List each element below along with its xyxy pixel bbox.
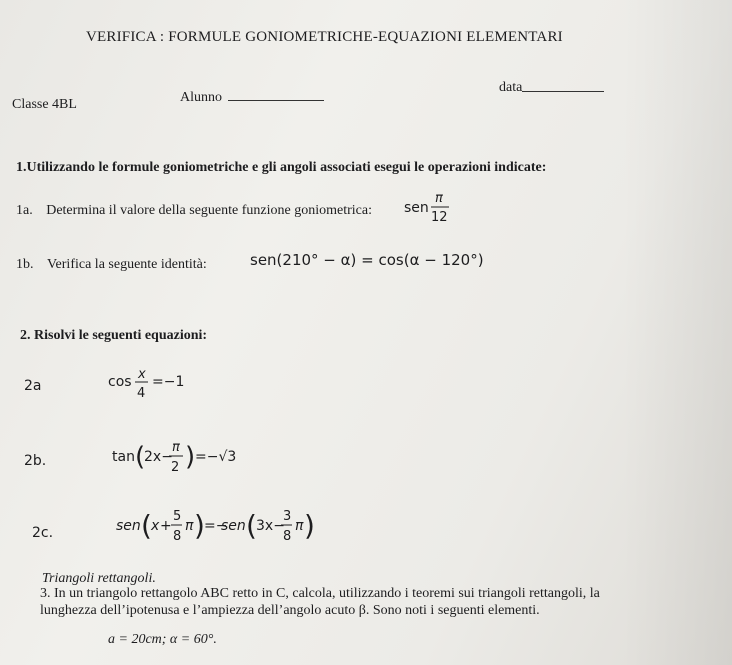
svg-text:π: π [185,518,194,534]
svg-text:3: 3 [283,509,292,524]
svg-text:8: 8 [173,529,182,544]
formula-1a-den: 12 [431,210,448,225]
section1-heading: 1.Utilizzando le formule goniometriche e gli angoli associati esegui le operazioni indicate: [16,160,547,175]
item-1b-label: 1b. [16,257,34,272]
svg-text:8: 8 [283,529,292,544]
svg-text:): ) [194,509,205,542]
svg-text:): ) [185,442,196,472]
formula-1a-func: sen [404,200,429,216]
svg-text:): ) [304,509,315,542]
section3-subtitle: Triangoli rettangoli. [42,571,156,586]
svg-text:3x−: 3x− [256,518,285,534]
svg-text:5: 5 [173,509,182,524]
formula-1a-num: π [435,191,443,206]
item-1b-text: Verifica la seguente identità: [47,257,207,272]
eq-2c-label: 2c. [32,525,54,541]
formula-2a [108,365,188,405]
class-label: Classe 4BL [12,97,77,112]
student-name-blank [228,100,324,101]
svg-text:sen: sen [116,518,141,534]
student-label: Alunno [180,90,222,105]
svg-text:=−√3: =−√3 [195,449,237,465]
item-1a-text: Determina il valore della seguente funzione goniometrica: [46,203,372,218]
svg-text:2: 2 [171,460,180,475]
section3-given: a = 20cm; α = 60°. [108,632,217,647]
item-1a-label: 1a. [16,203,33,218]
formula-1b [250,248,484,272]
svg-text:sen: sen [221,518,246,534]
formula-1a [404,188,454,228]
item-1b [16,257,207,273]
svg-text:(: ( [135,442,146,472]
date-label: data [499,80,523,95]
date-blank [522,91,604,92]
svg-text:cos: cos [108,374,132,390]
page-shadow [622,0,732,665]
section3-line2: lunghezza dell’ipotenusa e l’ampiezza dell’angolo acuto β. Sono noti i seguenti elementi. [40,603,540,618]
page-title: VERIFICA : FORMULE GONIOMETRICHE-EQUAZIONI ELEMENTARI [86,29,563,45]
svg-text:π: π [172,440,180,455]
formula-2c [116,502,316,550]
svg-text:tan: tan [112,449,135,465]
item-1a [16,203,372,219]
svg-text:π: π [295,518,304,534]
svg-text:4: 4 [137,386,146,401]
svg-text:(: ( [141,509,152,542]
section3-line1: 3. In un triangolo rettangolo ABC retto in C, calcola, utilizzando i teoremi sui triangoli rettangoli, la [40,586,600,601]
formula-1b-text: sen(210° − α) = cos(α − 120°) [250,251,484,269]
svg-text:2x−: 2x− [144,449,173,465]
svg-text:x: x [138,367,146,382]
svg-text:=−: =− [204,518,228,534]
svg-text:x: x [151,518,160,534]
eq-2a-label: 2a [24,378,42,394]
formula-2b [112,434,252,480]
svg-text:=−1: =−1 [152,374,185,390]
svg-text:+: + [160,518,172,534]
section2-heading: 2. Risolvi le seguenti equazioni: [20,328,208,343]
eq-2b-label: 2b. [24,453,47,469]
svg-text:(: ( [246,509,257,542]
